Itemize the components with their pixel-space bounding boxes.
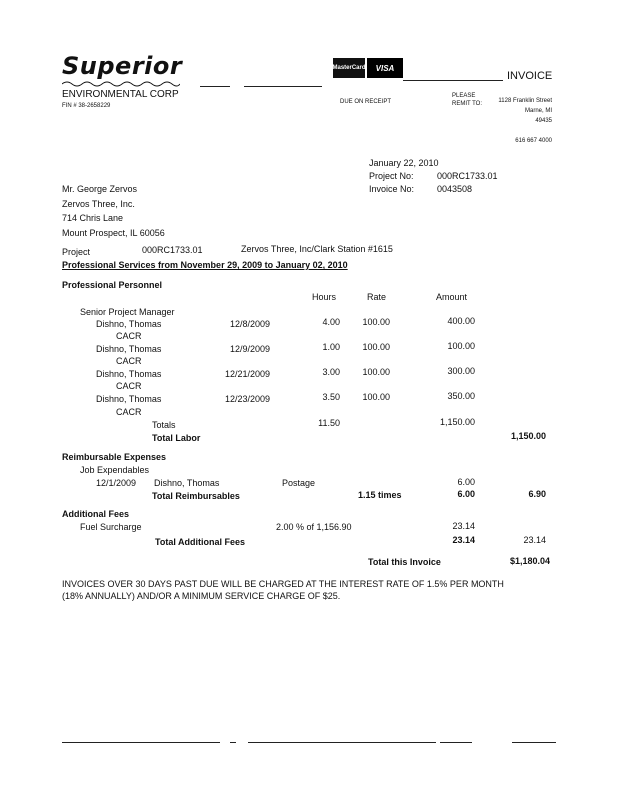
- additional-amount: 23.14: [452, 521, 475, 531]
- col-rate: Rate: [367, 292, 387, 302]
- billing-address-line: Mr. George Zervos: [62, 184, 138, 194]
- notice-line: (18% ANNUALLY) AND/OR A MINIMUM SERVICE CHARGE OF $25.: [62, 591, 341, 601]
- remit-address-line: 1128 Franklin Street: [498, 98, 552, 104]
- row-rate: 100.00: [362, 367, 390, 377]
- row-code: CACR: [116, 407, 142, 417]
- reimbursable-heading: Reimbursable Expenses: [62, 452, 167, 462]
- row-amount: 100.00: [447, 341, 475, 351]
- remit-address-line: Marne, MI: [524, 108, 552, 114]
- row-hours: 3.00: [322, 367, 340, 377]
- row-name: Dishno, Thomas: [96, 394, 162, 404]
- phone-number: 616 667 4000: [515, 138, 552, 144]
- footer-rule: [62, 742, 220, 743]
- total-additional-label: Total Additional Fees: [155, 537, 246, 547]
- row-date: 12/23/2009: [224, 394, 270, 404]
- header-rule: [403, 80, 503, 81]
- project-no-label: Project No:: [369, 171, 414, 181]
- reimbursable-multiplier: 1.15 times: [358, 490, 402, 500]
- row-code: CACR: [116, 356, 142, 366]
- row-date: 12/9/2009: [229, 344, 270, 354]
- additional-total-amount: 23.14: [452, 535, 475, 545]
- logo-wave-decoration: [62, 80, 180, 88]
- company-name-line: ENVIRONMENTAL CORP: [62, 89, 179, 100]
- header-rule: [200, 86, 230, 87]
- row-hours: 4.00: [322, 317, 340, 327]
- row-rate: 100.00: [362, 392, 390, 402]
- remit-address: [490, 96, 552, 126]
- billing-address-line: Mount Prospect, IL 60056: [62, 227, 165, 238]
- row-date: 12/21/2009: [224, 369, 270, 379]
- invoice-total-value: $1,180.04: [509, 556, 550, 566]
- notice-line: INVOICES OVER 30 DAYS PAST DUE WILL BE CHARGED AT THE INTEREST RATE OF 1.5% PER MONTH: [62, 579, 504, 589]
- row-amount: 400.00: [447, 316, 475, 326]
- total-labor-label: Total Labor: [152, 433, 201, 443]
- billing-address: [62, 182, 165, 240]
- row-amount: 300.00: [447, 366, 475, 376]
- row-amount: 350.00: [447, 391, 475, 401]
- company-logo: Superior: [62, 52, 183, 80]
- invoice-no-label: Invoice No:: [369, 184, 415, 194]
- row-hours: 1.00: [322, 342, 340, 352]
- row-name: Dishno, Thomas: [96, 319, 162, 329]
- project-no-value: 000RC1733.01: [437, 171, 498, 181]
- totals-label: Totals: [152, 420, 176, 430]
- col-amount: Amount: [436, 292, 468, 302]
- invoice-title: INVOICE: [507, 70, 553, 82]
- personnel-heading: Professional Personnel: [62, 280, 163, 290]
- total-labor-value: 1,150.00: [510, 431, 546, 441]
- project-label: Project: [62, 247, 91, 257]
- reimbursable-date: 12/1/2009: [96, 478, 137, 488]
- billing-address-line: Zervos Three, Inc.: [62, 198, 135, 209]
- visa-logo: VISA: [367, 58, 403, 78]
- role-title: Senior Project Manager: [80, 307, 175, 317]
- billing-address-line: 714 Chris Lane: [62, 213, 124, 223]
- totals-hours: 11.50: [318, 418, 340, 428]
- payment-notice: [62, 578, 504, 602]
- project-name: Zervos Three, Inc/Clark Station #1615: [241, 244, 393, 254]
- reimbursable-category: Job Expendables: [80, 465, 150, 475]
- mastercard-logo: MasterCard: [333, 58, 365, 78]
- row-name: Dishno, Thomas: [96, 344, 162, 354]
- footer-rule: [440, 742, 472, 743]
- row-hours: 3.50: [322, 392, 340, 402]
- additional-item: Fuel Surcharge: [80, 522, 142, 532]
- due-on-receipt: DUE ON RECEIPT: [340, 99, 392, 105]
- row-date: 12/8/2009: [229, 319, 270, 329]
- remit-address-line: 49435: [535, 118, 552, 124]
- header-rule: [244, 86, 322, 87]
- additional-heading: Additional Fees: [62, 509, 130, 519]
- additional-calc: 2.00 % of 1,156.90: [276, 522, 352, 532]
- additional-total-value: 23.14: [523, 535, 546, 545]
- footer-rule: [512, 742, 556, 743]
- totals-amount: 1,150.00: [439, 417, 475, 427]
- remit-to-label: PLEASE REMIT TO:: [452, 93, 483, 107]
- row-code: CACR: [116, 331, 142, 341]
- reimbursable-amount: 6.00: [457, 477, 475, 487]
- row-name: Dishno, Thomas: [96, 369, 162, 379]
- footer-rule: [248, 742, 436, 743]
- invoice-no-value: 0043508: [437, 184, 473, 194]
- project-number: 000RC1733.01: [142, 245, 203, 255]
- service-period: Professional Services from November 29, 2009 to January 02, 2010: [62, 260, 348, 270]
- reimbursable-item: Postage: [282, 478, 316, 488]
- reimbursable-total-value: 6.90: [528, 489, 546, 499]
- invoice-total-label: Total this Invoice: [368, 557, 441, 567]
- col-hours: Hours: [312, 292, 337, 302]
- invoice-date: January 22, 2010: [369, 158, 439, 168]
- total-reimbursables-label: Total Reimbursables: [152, 491, 240, 501]
- footer-rule: [230, 742, 236, 743]
- reimbursable-total-amount: 6.00: [457, 489, 475, 499]
- payment-cards: [333, 58, 403, 78]
- reimbursable-name: Dishno, Thomas: [154, 478, 220, 488]
- row-code: CACR: [116, 381, 142, 391]
- row-rate: 100.00: [362, 342, 390, 352]
- fein: FIN # 38-2658229: [62, 103, 111, 109]
- row-rate: 100.00: [362, 317, 390, 327]
